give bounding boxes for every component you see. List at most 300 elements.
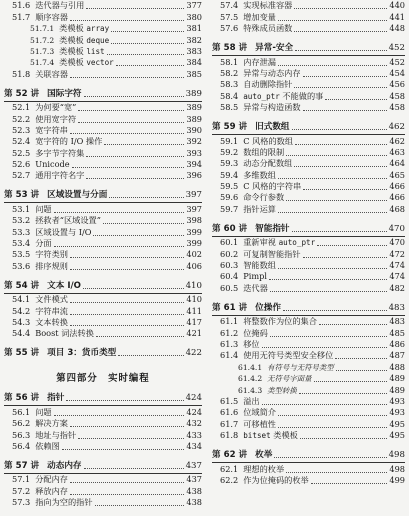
page-number: 489 bbox=[389, 373, 405, 384]
chapter-title: 智能指针 bbox=[255, 223, 290, 234]
title-text: 迭代器与引用 bbox=[35, 0, 85, 11]
title-text: 异常与构造函数 bbox=[243, 102, 301, 113]
section-title bbox=[35, 238, 51, 249]
section-number: 56.1 bbox=[12, 406, 31, 417]
toc-entry[interactable] bbox=[212, 463, 405, 474]
toc-chapter-heading[interactable] bbox=[212, 221, 405, 234]
toc-entry[interactable] bbox=[212, 68, 405, 79]
section-title bbox=[243, 102, 300, 113]
title-text: 宽字符的 I/O 操作 bbox=[35, 136, 103, 147]
dot-leader bbox=[84, 93, 184, 97]
section-title bbox=[243, 91, 323, 102]
page-number: 499 bbox=[389, 474, 405, 485]
dot-leader bbox=[303, 186, 387, 190]
toc-entry[interactable] bbox=[4, 68, 202, 79]
chapter-title: 指针 bbox=[47, 393, 65, 404]
section-title bbox=[243, 350, 333, 361]
code-term: auto_ptr bbox=[243, 91, 280, 101]
title-text: 重新审视 bbox=[243, 237, 279, 248]
section-number: 57.1 bbox=[12, 474, 31, 485]
title-text: 数组的限制 bbox=[243, 146, 285, 157]
page-number: 438 bbox=[186, 497, 202, 508]
dot-leader bbox=[78, 119, 184, 123]
chapter-number: 第 56 讲 bbox=[4, 393, 40, 404]
section-title bbox=[35, 12, 68, 23]
page-number: 483 bbox=[388, 302, 405, 313]
section-number: 52.4 bbox=[12, 136, 31, 147]
toc-entry[interactable] bbox=[212, 56, 405, 67]
page-number: 411 bbox=[186, 305, 202, 316]
toc-entry[interactable] bbox=[4, 406, 202, 417]
dot-leader bbox=[319, 321, 387, 325]
section-number: 61.3 bbox=[220, 338, 239, 349]
chapter-title: 区域设置与分面 bbox=[47, 190, 108, 201]
toc-entry[interactable] bbox=[4, 102, 202, 113]
dot-leader bbox=[54, 209, 185, 213]
title-text: 无符号字面量 bbox=[267, 374, 312, 384]
page-number: 399 bbox=[186, 226, 202, 237]
page-number: 397 bbox=[186, 203, 202, 214]
toc-entry[interactable] bbox=[4, 238, 202, 249]
toc-entry[interactable] bbox=[212, 361, 405, 372]
toc-entry[interactable] bbox=[4, 113, 202, 124]
toc-entry[interactable] bbox=[212, 192, 405, 203]
toc-entry[interactable] bbox=[212, 248, 405, 259]
title-text: 命令行参数 bbox=[243, 192, 285, 203]
dot-leader bbox=[294, 163, 387, 167]
toc-entry[interactable] bbox=[212, 430, 405, 441]
toc-entry[interactable] bbox=[4, 46, 202, 57]
toc-entry[interactable] bbox=[212, 373, 405, 384]
title-text: 问题 bbox=[35, 203, 52, 214]
title-text: 异常与动态内存 bbox=[243, 67, 301, 78]
toc-chapter-heading[interactable] bbox=[212, 447, 405, 460]
section-number: 58.4 bbox=[220, 90, 239, 101]
title-text: 通用字符名字 bbox=[35, 170, 85, 181]
title-text: 类模板 bbox=[59, 23, 87, 34]
dot-leader bbox=[93, 232, 184, 236]
dot-leader bbox=[70, 17, 184, 21]
toc-entry[interactable] bbox=[4, 317, 202, 328]
section-number: 61.1 bbox=[220, 316, 239, 327]
dot-leader bbox=[70, 311, 184, 315]
toc-entry[interactable] bbox=[4, 57, 202, 68]
toc-entry[interactable] bbox=[212, 475, 405, 486]
dot-leader bbox=[83, 285, 184, 289]
toc-entry[interactable] bbox=[212, 203, 405, 214]
toc-chapter-heading[interactable] bbox=[4, 86, 202, 99]
toc-entry[interactable] bbox=[212, 90, 405, 101]
title-text: 溢出 bbox=[243, 395, 260, 406]
page-number: 437 bbox=[186, 474, 202, 485]
dot-leader bbox=[107, 51, 185, 55]
section-title bbox=[243, 430, 298, 441]
chapter-title: 异常-安全 bbox=[255, 43, 294, 54]
section-title bbox=[267, 362, 334, 373]
dot-leader bbox=[292, 126, 387, 130]
title-text: 排序规则 bbox=[35, 260, 68, 271]
chapter-title: 项目 3：货币类型 bbox=[47, 348, 117, 359]
title-text: 类型转换 bbox=[267, 385, 297, 395]
chapter-number: 第 60 讲 bbox=[212, 223, 248, 234]
section-title bbox=[243, 396, 259, 407]
dot-leader bbox=[270, 333, 388, 337]
section-number: 54.1 bbox=[12, 294, 31, 305]
dot-leader bbox=[118, 352, 183, 356]
toc-entry[interactable] bbox=[212, 260, 405, 271]
section-title bbox=[243, 419, 276, 430]
toc-entry[interactable] bbox=[212, 350, 405, 361]
section-title bbox=[35, 294, 68, 305]
toc-entry[interactable] bbox=[212, 23, 405, 34]
toc-chapter-heading[interactable] bbox=[4, 187, 202, 200]
section-number: 59.5 bbox=[220, 181, 239, 192]
toc-entry[interactable] bbox=[4, 170, 202, 181]
section-number: 59.4 bbox=[220, 169, 239, 180]
page-number: 452 bbox=[389, 56, 405, 67]
section-title bbox=[267, 385, 297, 396]
code-term: bitset bbox=[243, 431, 271, 441]
section-title bbox=[35, 261, 68, 272]
section-number: 52.7 bbox=[12, 170, 31, 181]
section-number: 56.2 bbox=[12, 418, 31, 429]
toc-entry[interactable] bbox=[4, 305, 202, 316]
toc-chapter-heading[interactable] bbox=[4, 390, 202, 403]
title-text: 迭代器 bbox=[243, 282, 268, 293]
page-number: 448 bbox=[389, 23, 405, 34]
title-text: 地址与指针 bbox=[35, 429, 77, 440]
toc-entry[interactable] bbox=[212, 282, 405, 293]
section-title bbox=[35, 430, 76, 441]
dot-leader bbox=[70, 423, 184, 427]
section-number: 61.6 bbox=[220, 407, 239, 418]
title-text: 作为位掩码的枚举 bbox=[243, 474, 309, 485]
toc-entry[interactable] bbox=[212, 237, 405, 248]
toc-entry[interactable] bbox=[212, 396, 405, 407]
chapter-title: 旧式数组 bbox=[255, 122, 290, 133]
toc-entry[interactable] bbox=[4, 11, 202, 22]
section-title bbox=[35, 328, 94, 339]
section-number: 61.4 bbox=[220, 350, 239, 361]
toc-entry[interactable] bbox=[4, 418, 202, 429]
toc-entry[interactable] bbox=[212, 135, 405, 146]
toc-entry[interactable] bbox=[4, 226, 202, 237]
dot-leader bbox=[278, 17, 387, 21]
section-title bbox=[243, 339, 259, 350]
chapter-number: 第 57 讲 bbox=[4, 460, 40, 471]
toc-entry[interactable] bbox=[4, 159, 202, 170]
page-number: 437 bbox=[185, 460, 202, 471]
page-number: 458 bbox=[389, 90, 405, 101]
section-title bbox=[243, 283, 268, 294]
section-title bbox=[35, 102, 76, 113]
page-number: 466 bbox=[389, 192, 405, 203]
section-number: 52.1 bbox=[12, 102, 31, 113]
dot-leader bbox=[278, 62, 387, 66]
title-text: 指针运算 bbox=[243, 203, 276, 214]
dot-leader bbox=[292, 228, 387, 232]
section-number: 53.6 bbox=[12, 260, 31, 271]
page-number: 498 bbox=[388, 450, 405, 461]
section-title bbox=[59, 57, 114, 68]
page-number: 383 bbox=[186, 45, 202, 56]
title-text: 依赖图 bbox=[35, 440, 60, 451]
section-number: 53.1 bbox=[12, 203, 31, 214]
section-number: 57.2 bbox=[12, 485, 31, 496]
toc-entry[interactable] bbox=[212, 339, 405, 350]
section-title bbox=[243, 192, 284, 203]
page-number: 393 bbox=[186, 147, 202, 158]
section-title bbox=[35, 114, 76, 125]
title-text: 字符类别 bbox=[35, 249, 68, 260]
dot-leader bbox=[314, 378, 388, 382]
toc-entry[interactable] bbox=[212, 316, 405, 327]
toc-entry[interactable] bbox=[4, 203, 202, 214]
page-number: 434 bbox=[186, 440, 202, 451]
section-number: 58.3 bbox=[220, 79, 239, 90]
title-text: 理想的枚举 bbox=[243, 463, 285, 474]
section-title bbox=[35, 317, 68, 328]
toc-entry[interactable] bbox=[212, 181, 405, 192]
section-number: 57.6 bbox=[220, 23, 239, 34]
section-number: 59.6 bbox=[220, 192, 239, 203]
page-number: 493 bbox=[389, 395, 405, 406]
page-number: 472 bbox=[389, 248, 405, 259]
toc-entry[interactable] bbox=[4, 485, 202, 496]
dot-leader bbox=[262, 401, 388, 405]
section-number: 59.1 bbox=[220, 135, 239, 146]
toc-entry[interactable] bbox=[4, 260, 202, 271]
toc-entry[interactable] bbox=[212, 169, 405, 180]
section-title bbox=[243, 158, 292, 169]
section-title bbox=[35, 486, 68, 497]
toc-entry[interactable] bbox=[212, 147, 405, 158]
toc-entry[interactable] bbox=[212, 271, 405, 282]
toc-entry[interactable] bbox=[212, 79, 405, 90]
toc-entry[interactable] bbox=[4, 147, 202, 158]
page-number: 463 bbox=[389, 146, 405, 157]
toc-entry[interactable] bbox=[212, 418, 405, 429]
title-text: 实现标准容器 bbox=[243, 0, 293, 11]
toc-entry[interactable] bbox=[4, 23, 202, 34]
page-number: 474 bbox=[389, 271, 405, 282]
title-text: 宽字符串 bbox=[35, 124, 68, 135]
title-text: C 风格的字符串 bbox=[243, 181, 302, 192]
section-title bbox=[243, 136, 293, 147]
toc-entry[interactable] bbox=[4, 294, 202, 305]
dot-leader bbox=[278, 175, 387, 179]
toc-chapter-heading[interactable] bbox=[4, 458, 202, 471]
page-number: 380 bbox=[186, 11, 202, 22]
chapter-number: 第 59 讲 bbox=[212, 122, 248, 133]
section-title bbox=[243, 271, 267, 282]
title-text: 位域简介 bbox=[243, 407, 276, 418]
page-number: 392 bbox=[186, 136, 202, 147]
section-number: 51.7.2 bbox=[30, 35, 55, 45]
section-title bbox=[35, 69, 68, 80]
section-number: 59.2 bbox=[220, 146, 239, 157]
dot-leader bbox=[300, 435, 388, 439]
section-title bbox=[35, 170, 84, 181]
toc-entry[interactable] bbox=[212, 0, 405, 11]
section-number: 57.4 bbox=[220, 0, 239, 11]
title-text: 内存泄漏 bbox=[243, 56, 276, 67]
page-number: 488 bbox=[389, 361, 405, 372]
section-title bbox=[35, 418, 68, 429]
section-title bbox=[243, 204, 276, 215]
toc-entry[interactable] bbox=[4, 497, 202, 508]
title-text: 移位 bbox=[243, 338, 260, 349]
toc-entry[interactable] bbox=[212, 384, 405, 395]
title-text: 使用无符号类型安全移位 bbox=[243, 350, 334, 361]
section-number: 51.7.4 bbox=[30, 58, 55, 68]
dot-leader bbox=[336, 367, 388, 371]
title-text: 分面 bbox=[35, 238, 52, 249]
toc-entry[interactable] bbox=[212, 407, 405, 418]
toc-chapter-heading[interactable] bbox=[212, 300, 405, 313]
dot-leader bbox=[325, 96, 387, 100]
section-number: 56.3 bbox=[12, 429, 31, 440]
title-text: 可复制智能指针 bbox=[243, 248, 301, 259]
section-title bbox=[59, 35, 109, 46]
dot-leader bbox=[111, 40, 184, 44]
section-number: 59.7 bbox=[220, 203, 239, 214]
title-text: 关联容器 bbox=[35, 68, 68, 79]
page-number: 390 bbox=[186, 124, 202, 135]
page-number: 432 bbox=[186, 418, 202, 429]
page-number: 495 bbox=[389, 418, 405, 429]
title-text: 类模板 bbox=[59, 34, 87, 45]
section-number: 60.1 bbox=[220, 237, 239, 248]
section-title bbox=[35, 215, 101, 226]
section-title bbox=[35, 474, 68, 485]
section-number: 51.6 bbox=[12, 0, 31, 11]
dot-leader bbox=[78, 107, 184, 111]
page-number: 454 bbox=[389, 67, 405, 78]
page-number: 389 bbox=[185, 88, 202, 99]
toc-entry[interactable] bbox=[4, 215, 202, 226]
dot-leader bbox=[116, 62, 185, 66]
page-number: 433 bbox=[186, 429, 202, 440]
title-text-after: 类模板 bbox=[270, 430, 298, 441]
toc-entry[interactable] bbox=[4, 125, 202, 136]
toc-entry[interactable] bbox=[4, 136, 202, 147]
toc-chapter-heading[interactable] bbox=[4, 278, 202, 291]
toc-chapter-heading[interactable] bbox=[4, 345, 202, 358]
title-text: 多维数组 bbox=[243, 169, 276, 180]
section-title bbox=[243, 249, 300, 260]
section-number: 61.7 bbox=[220, 418, 239, 429]
section-number: 52.6 bbox=[12, 159, 31, 170]
code-term: deque bbox=[86, 35, 110, 45]
page-number: 452 bbox=[388, 43, 405, 54]
page-number: 396 bbox=[186, 170, 202, 181]
toc-entry[interactable] bbox=[212, 11, 405, 22]
page-number: 385 bbox=[186, 68, 202, 79]
toc-entry[interactable] bbox=[212, 158, 405, 169]
dot-leader bbox=[294, 28, 387, 32]
dot-leader bbox=[54, 412, 185, 416]
dot-leader bbox=[103, 220, 184, 224]
section-title bbox=[243, 260, 276, 271]
dot-leader bbox=[86, 175, 184, 179]
dot-leader bbox=[286, 469, 387, 473]
toc-entry[interactable] bbox=[4, 474, 202, 485]
section-number: 53.2 bbox=[12, 215, 31, 226]
section-title bbox=[243, 181, 301, 192]
page-number: 381 bbox=[186, 23, 202, 34]
dot-leader bbox=[70, 479, 184, 483]
page-number: 382 bbox=[186, 34, 202, 45]
chapter-title: 动态内存 bbox=[47, 460, 82, 471]
dot-leader bbox=[70, 74, 184, 78]
section-title bbox=[35, 136, 102, 147]
page-number: 458 bbox=[389, 102, 405, 113]
title-text: 问题 bbox=[35, 406, 52, 417]
title-text: Boost 词法转换 bbox=[35, 328, 94, 339]
dot-leader bbox=[66, 397, 183, 401]
section-title bbox=[243, 316, 317, 327]
chapter-number: 第 58 讲 bbox=[212, 43, 248, 54]
section-title bbox=[35, 204, 51, 215]
chapter-title: 文本 I/O bbox=[47, 280, 81, 291]
section-title bbox=[243, 23, 292, 34]
dot-leader bbox=[286, 197, 387, 201]
toc-entry[interactable] bbox=[4, 328, 202, 339]
toc-entry[interactable] bbox=[4, 34, 202, 45]
page-number: 389 bbox=[186, 102, 202, 113]
title-text: 顺序容器 bbox=[35, 11, 68, 22]
title-text: 分配内存 bbox=[35, 474, 68, 485]
title-text: 增加变量 bbox=[243, 11, 276, 22]
page-number: 486 bbox=[389, 338, 405, 349]
page-number: 377 bbox=[186, 0, 202, 11]
toc-chapter-heading[interactable] bbox=[212, 40, 405, 53]
dot-leader bbox=[303, 107, 388, 111]
dot-leader bbox=[335, 355, 387, 359]
page-number: 422 bbox=[185, 348, 202, 359]
toc-chapter-heading[interactable] bbox=[212, 119, 405, 132]
dot-leader bbox=[78, 435, 184, 439]
dot-leader bbox=[286, 152, 387, 156]
section-title bbox=[35, 148, 84, 159]
toc-entry[interactable] bbox=[212, 102, 405, 113]
dot-leader bbox=[269, 276, 387, 280]
section-number: 52.2 bbox=[12, 113, 31, 124]
toc-right-column bbox=[212, 0, 405, 486]
toc-entry[interactable] bbox=[212, 327, 405, 338]
title-text: 指向为空的指针 bbox=[35, 497, 93, 508]
section-number: 61.4.1 bbox=[238, 362, 263, 372]
section-title bbox=[243, 464, 284, 475]
section-title bbox=[35, 497, 92, 508]
toc-entry[interactable] bbox=[4, 0, 202, 11]
dot-leader bbox=[96, 333, 184, 337]
section-number: 61.8 bbox=[220, 430, 239, 441]
section-number: 60.5 bbox=[220, 282, 239, 293]
page-number: 398 bbox=[186, 215, 202, 226]
title-text: 可移植性 bbox=[243, 418, 276, 429]
toc-entry[interactable] bbox=[4, 429, 202, 440]
toc-entry[interactable] bbox=[4, 249, 202, 260]
section-number: 51.8 bbox=[12, 68, 31, 79]
section-number: 52.5 bbox=[12, 147, 31, 158]
section-title bbox=[243, 328, 268, 339]
title-text: 类模板 bbox=[59, 57, 87, 68]
title-text: Unicode bbox=[35, 159, 70, 170]
toc-entry[interactable] bbox=[4, 441, 202, 452]
dot-leader bbox=[70, 266, 184, 270]
